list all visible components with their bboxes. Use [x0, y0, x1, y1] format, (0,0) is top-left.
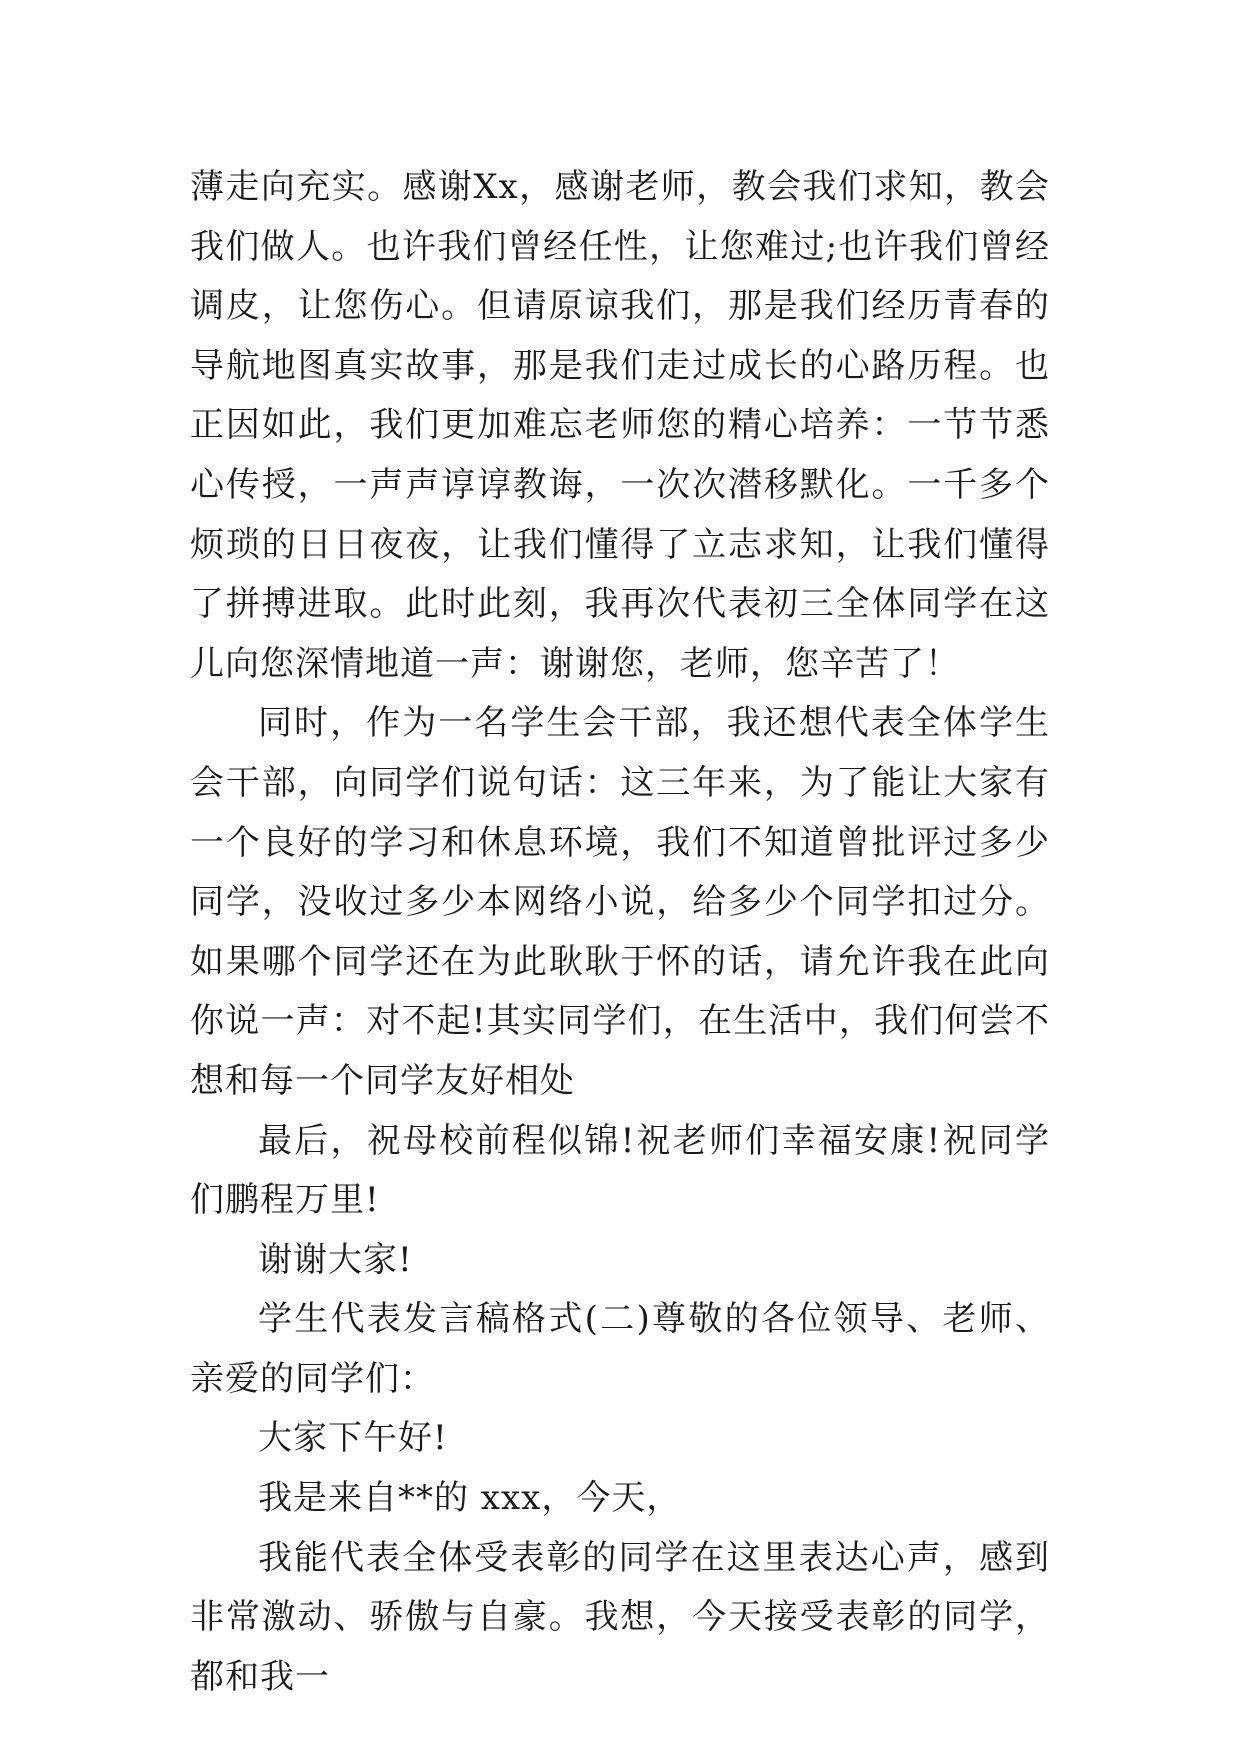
- paragraph-format-two-heading: 学生代表发言稿格式(二)尊敬的各位领导、老师、亲爱的同学们：: [190, 1299, 1050, 1399]
- paragraph-student-council: 同时，作为一名学生会干部，我还想代表全体学生会干部，向同学们说句话：这三年来，为了能让大家有一个良好的学习和休息环境，我们不知道曾批评过多少同学，没收过多少本网络小说，给多少个同学扣过分。如果哪个同学还在为此耿耿于怀的话，请允许我在此向你说一声：对不起!其实同学们，在生活中，我们何尝不想和每一个同学友好相处: [190, 703, 1050, 1101]
- paragraph-final-wishes: 最后，祝母校前程似锦!祝老师们幸福安康!祝同学们鹏程万里!: [190, 1120, 1050, 1221]
- paragraph-greeting: 大家下午好!: [258, 1418, 448, 1459]
- paragraph-introduction: 我是来自**的 xxx，今天，: [258, 1478, 682, 1519]
- paragraph-award-speech: 我能代表全体受表彰的同学在这里表达心声，感到非常激动、骄傲与自豪。我想，今天接受表彰的同学，都和我一: [190, 1537, 1050, 1697]
- paragraph-thank-you: 谢谢大家!: [258, 1239, 413, 1280]
- document-body: [190, 158, 1050, 1707]
- paragraph-thanks-teachers: 薄走向充实。感谢Xx，感谢老师，教会我们求知，教会我们做人。也许我们曾经任性，让您难过;也许我们曾经调皮，让您伤心。但请原谅我们，那是我们经历青春的导航地图真实故事，那是我们走过成长的心路历程。也正因如此，我们更加难忘老师您的精心培养：一节节悉心传授，一声声谆谆教诲，一次次潜移默化。一千多个烦琐的日日夜夜，让我们懂得了立志求知，让我们懂得了拼搏进取。此时此刻，我再次代表初三全体同学在这儿向您深情地道一声：谢谢您，老师，您辛苦了！: [190, 167, 1050, 684]
